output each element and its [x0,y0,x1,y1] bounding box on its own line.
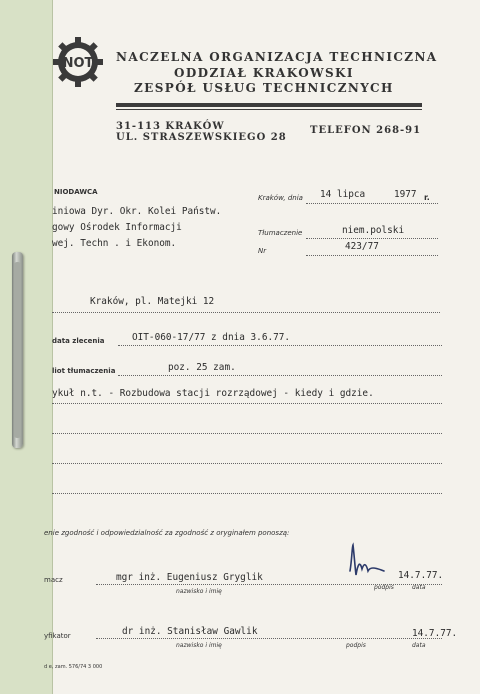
subject-line: ykuł n.t. - Rozbudowa stacji rozrządowej - kiedy i gdzie. [52,388,374,399]
client-label: NIODAWCA [54,188,98,196]
date-prefix: Kraków, dnia [258,194,303,202]
order-date-line [118,345,442,346]
translation-value: niem.polski [342,225,405,236]
client-line-2: gowy Ośrodek Informacji [52,222,182,233]
logo-lettering: NOT [62,56,94,71]
translation-label: Tłumaczenie [258,229,303,237]
date-year: 1977 [394,189,417,200]
date-day-month: 14 lipca [320,189,366,200]
not-gear-logo [52,36,104,88]
binder-clip [12,252,23,448]
translator-date: 14.7.77. [398,570,444,581]
street-address: UL. STRASZEWSKIEGO 28 [116,132,287,143]
team-name: ZESPÓŁ USŁUG TECHNICZNYCH [134,81,394,95]
subject-rule-4 [52,493,442,494]
scope-label: liot tłumaczenia [52,367,116,375]
verifier-date: 14.7.77. [412,628,458,639]
number-value: 423/77 [345,241,379,252]
organization-name: NACZELNA ORGANIZACJA TECHNICZNA [116,50,438,64]
client-address: Kraków, pl. Matejki 12 [90,296,215,307]
handwritten-signature [344,541,390,585]
translator-name-caption: nazwisko i imię [176,588,222,595]
header-rule-thick [116,103,422,107]
date-line [306,203,438,204]
verifier-line [96,638,442,639]
client-address-line [52,312,440,313]
order-date-value: OIT-060-17/77 z dnia 3.6.77. [132,332,291,343]
date-suffix: r. [424,193,430,202]
subject-rule-2 [52,433,442,434]
number-line [306,255,438,256]
client-line-1: iniowa Dyr. Okr. Kolei Państw. [52,206,222,217]
verifier-label: yfikator [44,632,71,640]
scope-line [118,375,442,376]
print-code: d e, zam. 576/74 3 000 [44,664,103,670]
translation-line [306,238,438,239]
number-label: Nr [258,247,267,255]
folder-strip [0,0,53,694]
postcode-city: 31-113 KRAKÓW [116,121,225,132]
verifier-name: dr inż. Stanisław Gawlik [122,626,258,637]
branch-name: ODDZIAŁ KRAKOWSKI [174,66,354,80]
verifier-signature-caption: podpis [346,642,366,649]
subject-rule-1 [52,403,442,404]
verifier-date-caption: data [412,642,426,649]
translator-date-caption: data [412,584,426,591]
certification-statement: enie zgodność i odpowiedzialność za zgodność z oryginałem ponoszą: [44,529,290,537]
phone-number: TELEFON 268-91 [310,125,422,136]
translator-label: macz [44,576,63,584]
translator-name: mgr inż. Eugeniusz Gryglik [116,572,263,583]
binder-clip-groove [14,262,21,438]
header-rule-thin [116,109,422,110]
client-line-3: wej. Techn . i Ekonom. [52,238,177,249]
subject-rule-3 [52,463,442,464]
scope-value: poz. 25 zam. [168,362,236,373]
translator-signature-caption: podpis [374,584,394,591]
verifier-name-caption: nazwisko i imię [176,642,222,649]
order-date-label: data zlecenia [52,337,105,345]
